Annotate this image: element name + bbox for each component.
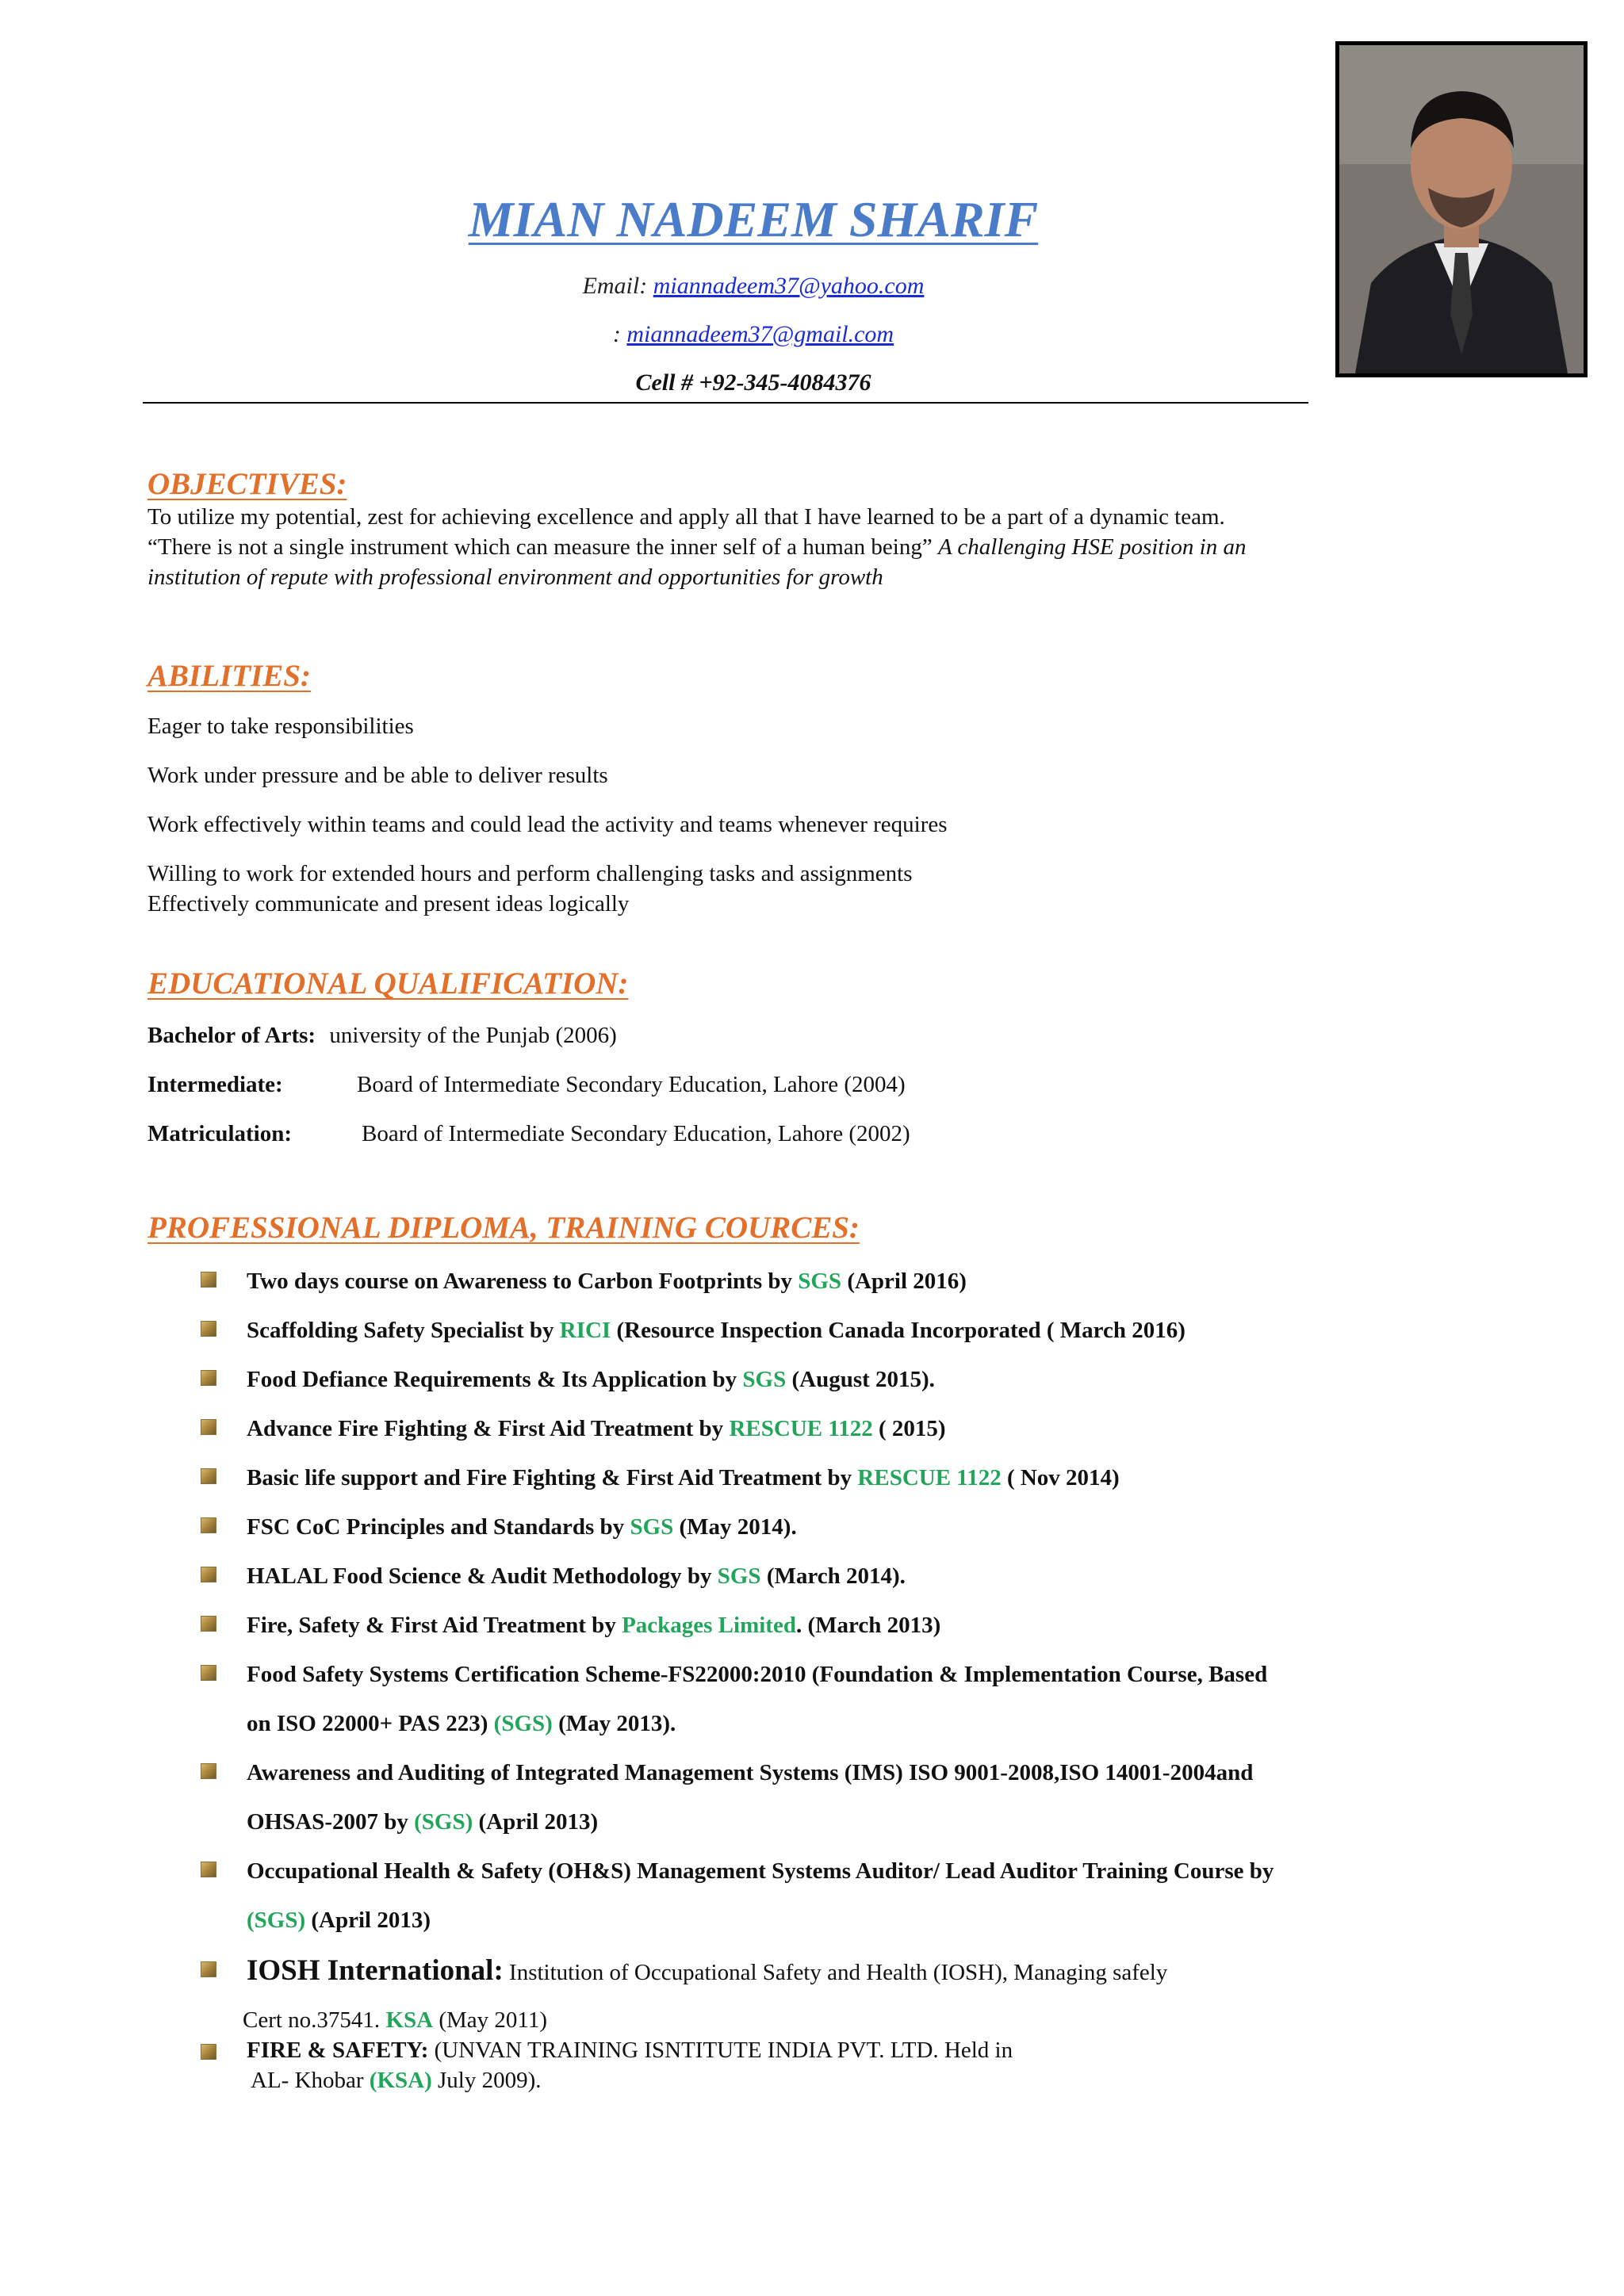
bullet-icon — [201, 1616, 216, 1632]
header-divider — [143, 402, 1308, 404]
bullet-icon — [201, 1665, 216, 1681]
bullet-icon — [201, 1370, 216, 1386]
course-item: Occupational Health & Safety (OH&S) Management Systems Auditor/ Lead Auditor Training Course by — [247, 1858, 1274, 1884]
education-value: Board of Intermediate Secondary Education, Lahore (2004) — [357, 1072, 906, 1097]
course-item: Food Safety Systems Certification Scheme-FS22000:2010 (Foundation & Implementation Course, Based — [247, 1662, 1268, 1687]
email-separator: : — [612, 321, 621, 347]
course-item: HALAL Food Science & Audit Methodology by SGS (March 2014). — [247, 1563, 906, 1589]
email-line-2 — [285, 321, 1221, 348]
person-photo-icon — [1339, 45, 1584, 373]
bullet-icon — [201, 1517, 216, 1533]
education-row-matric — [147, 1121, 292, 1147]
objectives-goal-start: A challenging HSE position in an — [937, 534, 1247, 560]
objectives-heading: OBJECTIVES: — [147, 467, 347, 501]
bullet-icon — [201, 1321, 216, 1337]
bullet-icon — [201, 1272, 216, 1288]
objectives-line-3: institution of repute with professional environment and opportunities for growth — [147, 564, 883, 590]
ability-item: Work effectively within teams and could lead the activity and teams whenever requires — [147, 812, 948, 837]
course-item: FSC CoC Principles and Standards by SGS (May 2014). — [247, 1514, 797, 1540]
profile-photo — [1335, 41, 1588, 377]
course-item-continued: on ISO 22000+ PAS 223) (SGS) (May 2013). — [247, 1711, 676, 1736]
course-item-continued: Cert no.37541. KSA (May 2011) — [243, 2007, 547, 2033]
education-label: Matriculation: — [147, 1121, 293, 1146]
bullet-icon — [201, 1419, 216, 1435]
abilities-heading: ABILITIES: — [147, 659, 311, 693]
objectives-line-1: To utilize my potential, zest for achieving excellence and apply all that I have learned to be a part of a dynamic team. — [147, 504, 1225, 530]
bullet-icon — [201, 1862, 216, 1877]
education-row-intermediate — [147, 1072, 283, 1098]
training-heading: PROFESSIONAL DIPLOMA, TRAINING COURCES: — [147, 1211, 860, 1245]
course-item-continued: OHSAS-2007 by (SGS) (April 2013) — [247, 1809, 599, 1835]
cell-number: Cell # +92-345-4084376 — [635, 369, 871, 396]
email-line-1 — [285, 273, 1221, 300]
education-value: university of the Punjab (2006) — [329, 1023, 617, 1048]
email-link-yahoo[interactable]: miannadeem37@yahoo.com — [653, 273, 925, 299]
ability-item: Work under pressure and be able to deliver results — [147, 763, 608, 788]
course-item: Advance Fire Fighting & First Aid Treatment by RESCUE 1122 ( 2015) — [247, 1416, 946, 1441]
education-label: Bachelor of Arts: — [147, 1023, 316, 1048]
candidate-name: MIAN NADEEM SHARIF — [468, 191, 1039, 247]
bullet-icon — [201, 1468, 216, 1484]
education-heading: EDUCATIONAL QUALIFICATION: — [147, 966, 629, 1001]
course-item: Food Defiance Requirements & Its Application by SGS (August 2015). — [247, 1367, 935, 1392]
course-item: Fire, Safety & First Aid Treatment by Packages Limited. (March 2013) — [247, 1613, 941, 1638]
education-row-ba — [147, 1023, 617, 1049]
ability-item: Willing to work for extended hours and perform challenging tasks and assignments — [147, 861, 913, 886]
course-item: Basic life support and Fire Fighting & First Aid Treatment by RESCUE 1122 ( Nov 2014) — [247, 1465, 1120, 1490]
bullet-icon — [201, 1567, 216, 1582]
education-label: Intermediate: — [147, 1072, 283, 1097]
course-item: Two days course on Awareness to Carbon Footprints by SGS (April 2016) — [247, 1269, 967, 1294]
email-label: Email: — [582, 273, 648, 299]
email-link-gmail[interactable]: miannadeem37@gmail.com — [626, 321, 894, 347]
course-item: Awareness and Auditing of Integrated Management Systems (IMS) ISO 9001-2008,ISO 14001-2004and — [247, 1760, 1254, 1785]
ability-item: Effectively communicate and present ideas logically — [147, 891, 630, 916]
course-item-continued: (SGS) (April 2013) — [247, 1908, 431, 1933]
objectives-line-2 — [147, 534, 1246, 561]
bullet-icon — [201, 2044, 216, 2060]
course-item-continued: AL- Khobar (KSA) July 2009). — [251, 2068, 542, 2093]
course-item: Scaffolding Safety Specialist by RICI (Resource Inspection Canada Incorporated ( March 2016) — [247, 1318, 1185, 1343]
ability-item: Eager to take responsibilities — [147, 714, 414, 739]
course-item-iosh: IOSH International: Institution of Occupational Safety and Health (IOSH), Managing safely — [247, 1954, 1168, 1987]
bullet-icon — [201, 1961, 216, 1977]
bullet-icon — [201, 1763, 216, 1779]
objectives-quote: “There is not a single instrument which can measure the inner self of a human being” — [147, 534, 933, 560]
course-item-fire-safety: FIRE & SAFETY: (UNVAN TRAINING ISNTITUTE INDIA PVT. LTD. Held in — [247, 2038, 1013, 2063]
education-value: Board of Intermediate Secondary Education, Lahore (2002) — [362, 1121, 910, 1146]
